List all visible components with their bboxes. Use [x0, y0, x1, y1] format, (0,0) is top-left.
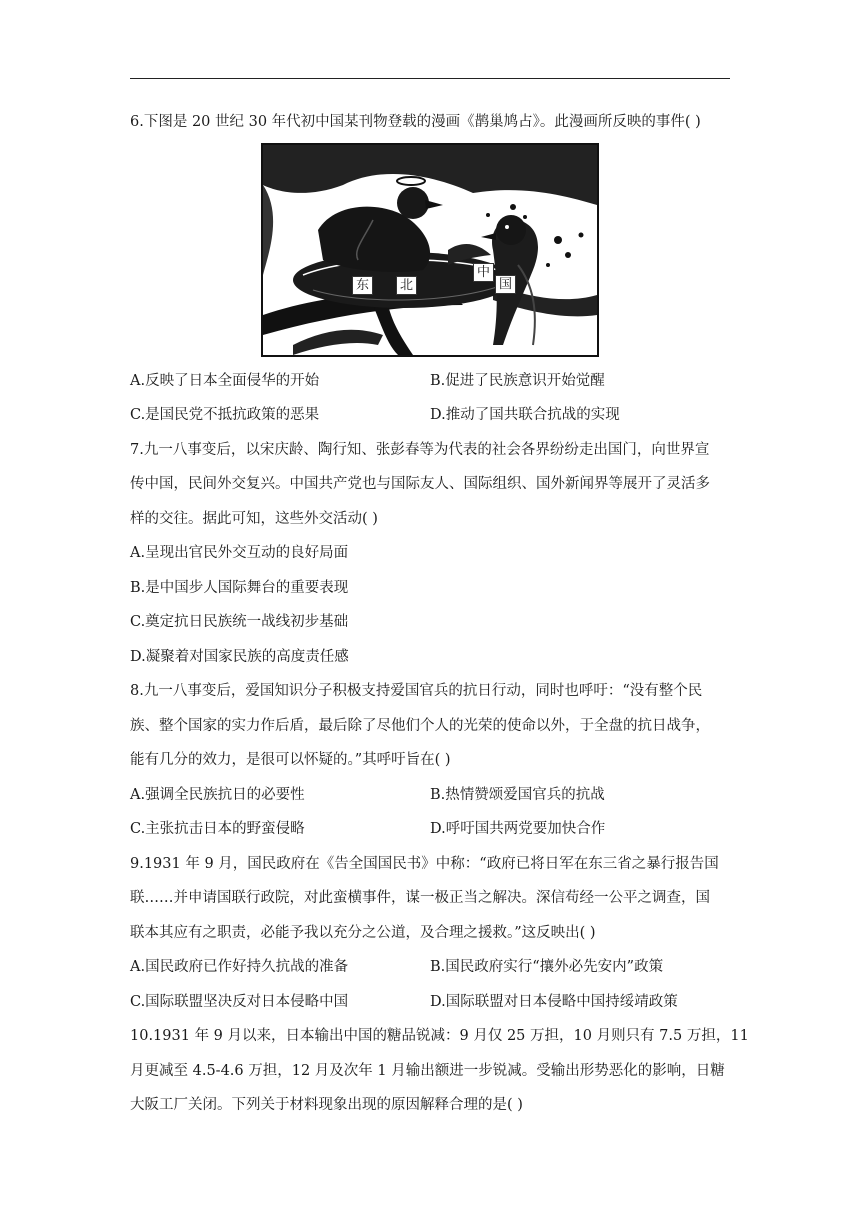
question-7-stem-line-1: 7.九一八事变后，以宋庆龄、陶行知、张彭春等为代表的社会各界纷纷走出国门，向世界宣: [130, 441, 710, 458]
question-6-options-row-1: [130, 367, 730, 402]
question-7-stem-line-3: 样的交往。据此可知，这些外交活动( ): [130, 510, 378, 527]
question-9-stem-line-3: 联本其应有之职责，必能予我以充分之公道，及合理之援救。”这反映出( ): [130, 924, 596, 941]
cartoon-figure-wrap: [130, 143, 730, 367]
question-8-option-d[interactable]: D.呼吁国共两党要加快合作: [430, 821, 606, 837]
question-10-stem-line-2: 月更减至 4.5-4.6 万担，12 月及次年 1 月输出额进一步锐减。受输出形势恶化的影响，日糖: [130, 1062, 725, 1079]
question-7-option-c[interactable]: C.奠定抗日民族统一战线初步基础: [130, 614, 349, 630]
question-6-option-c[interactable]: C.是国民党不抵抗政策的恶果: [130, 407, 320, 423]
question-6-option-b[interactable]: B.促进了民族意识开始觉醒: [430, 372, 605, 389]
cartoon-drawing: [263, 145, 597, 355]
label-bei: 北: [396, 276, 417, 295]
question-9-options-row-2: [130, 988, 730, 1023]
question-8-option-b[interactable]: B.热情赞颂爱国官兵的抗战: [430, 786, 605, 803]
question-7: [130, 436, 730, 678]
question-9-option-b[interactable]: B.国民政府实行“攘外必先安内”政策: [430, 959, 664, 975]
question-8-stem-line-3: 能有几分的效力，是很可以怀疑的。”其呼吁旨在( ): [130, 752, 451, 768]
question-6: [130, 108, 730, 436]
question-8-options-row-1: [130, 781, 730, 816]
cartoon-image: [261, 143, 599, 357]
question-7-option-a[interactable]: A.呈现出官民外交互动的良好局面: [130, 545, 349, 561]
question-8-stem-line-2: 族、整个国家的实力作后盾，最后除了尽他们个人的光荣的使命以外，于全盘的抗日战争，: [130, 717, 710, 734]
question-9-option-d[interactable]: D.国际联盟对日本侵略中国持绥靖政策: [430, 993, 678, 1010]
question-7-option-d[interactable]: D.凝聚着对国家民族的高度责任感: [130, 648, 349, 665]
question-10: [130, 1022, 749, 1126]
exam-content: [130, 108, 749, 1126]
question-7-option-b[interactable]: B.是中国步人国际舞台的重要表现: [130, 579, 349, 596]
header-rule: [130, 78, 730, 79]
label-zhong: 中: [473, 263, 494, 282]
question-10-stem-line-3: 大阪工厂关闭。下列关于材料现象出现的原因解释合理的是( ): [130, 1097, 523, 1113]
question-6-options-row-2: [130, 401, 730, 436]
question-6-stem-line-1: 6.下图是 20 世纪 30 年代初中国某刊物登载的漫画《鹊巢鸠占》。此漫画所反映的事件( ): [130, 114, 701, 130]
label-dong: 东: [352, 276, 373, 295]
question-8-stem-line-1: 8.九一八事变后，爱国知识分子积极支持爱国官兵的抗日行动，同时也呼吁：“没有整个民: [130, 683, 703, 699]
question-6-option-a[interactable]: A.反映了日本全面侵华的开始: [130, 372, 320, 389]
question-9-stem-line-1: 9.1931 年 9 月，国民政府在《告全国国民书》中称：“政府已将日军在东三省之暴行报告国: [130, 855, 719, 872]
question-8: [130, 677, 730, 850]
question-9-option-c[interactable]: C.国际联盟坚决反对日本侵略中国: [130, 993, 349, 1010]
question-9-option-a[interactable]: A.国民政府已作好持久抗战的准备: [130, 959, 349, 975]
question-7-stem-line-2: 传中国，民间外交复兴。中国共产党也与国际友人、国际组织、国外新闻界等展开了灵活多: [130, 476, 710, 492]
question-9: [130, 850, 730, 1023]
question-6-option-d[interactable]: D.推动了国共联合抗战的实现: [430, 407, 620, 423]
question-8-option-c[interactable]: C.主张抗击日本的野蛮侵略: [130, 821, 305, 837]
label-guo: 国: [495, 275, 516, 294]
question-9-stem-line-2: 联……并申请国联行政院，对此蛮横事件，谋一极正当之解决。深信苟经一公平之调查，国: [130, 890, 710, 906]
question-10-stem-line-1: 10.1931 年 9 月以来，日本输出中国的糖品锐减：9 月仅 25 万担，10 月则只有 7.5 万担，11: [130, 1028, 749, 1044]
question-8-options-row-2: [130, 815, 730, 850]
question-8-option-a[interactable]: A.强调全民族抗日的必要性: [130, 786, 305, 803]
question-9-options-row-1: [130, 953, 730, 988]
